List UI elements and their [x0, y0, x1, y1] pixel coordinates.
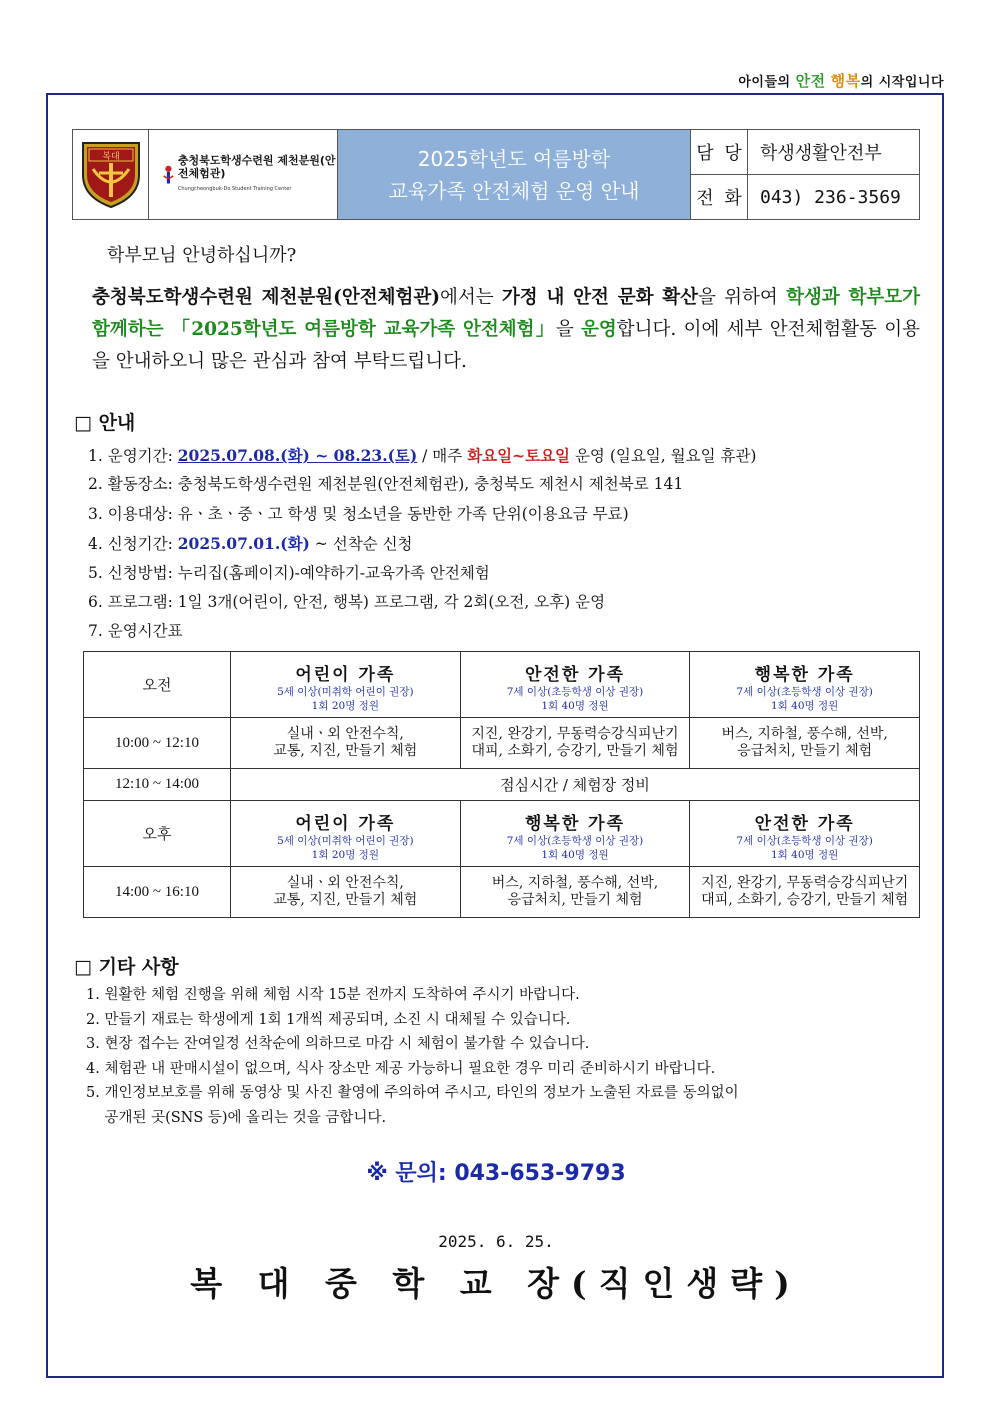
table-row — [84, 652, 920, 718]
org-logo — [149, 154, 337, 196]
activity-line: 지진, 완강기, 무동력승강식피난기 — [701, 875, 909, 891]
program-capacity: 1회 40명 정원 — [541, 849, 609, 861]
document-title — [338, 130, 691, 220]
program-cell — [460, 801, 690, 867]
program-age: 7세 이상(초등학생 이상 권장) — [506, 835, 644, 847]
guide-text: / 매주 — [417, 447, 468, 465]
school-emblem-text: 복대 — [101, 151, 120, 162]
activity-cell — [231, 718, 461, 769]
school-emblem-icon — [79, 137, 143, 209]
greeting: 학부모님 안녕하십니까? — [107, 245, 297, 266]
intro-text: 을 — [555, 319, 582, 340]
table-row — [84, 769, 920, 801]
program-age: 7세 이상(초등학생 이상 권장) — [736, 686, 873, 698]
activity-cell — [231, 867, 461, 918]
program-name: 안전한 가족 — [524, 665, 625, 685]
intro-paragraph — [92, 282, 920, 378]
list-item: 2. 만들기 재료는 학생에게 1회 1개씩 제공되며, 소진 시 대체될 수 있습니다. — [86, 1011, 571, 1028]
program-capacity: 1회 40명 정원 — [771, 700, 839, 712]
activity-cell — [460, 718, 690, 769]
slogan-text: 아이들의 — [738, 75, 796, 90]
application-date: 2025.07.01.(화) — [177, 534, 310, 554]
section-etc-heading: □ 기타 사항 — [74, 956, 179, 978]
time-slot: 10:00 ~ 12:10 — [84, 718, 231, 769]
guide-label: 4. 신청기간: — [88, 535, 178, 554]
program-name: 어린이 가족 — [295, 665, 396, 685]
activity-line: 실내ㆍ외 안전수칙, — [286, 726, 404, 742]
am-label: 오전 — [84, 652, 231, 718]
intro-purpose: 가정 내 안전 문화 확산 — [501, 287, 699, 308]
table-row — [84, 867, 920, 918]
time-slot: 12:10 ~ 14:00 — [84, 769, 231, 801]
list-item: 7. 운영시간표 — [88, 622, 183, 641]
time-slot: 14:00 ~ 16:10 — [84, 867, 231, 918]
activity-line: 응급처치, 만들기 체험 — [507, 892, 643, 908]
list-item: 공개된 곳(SNS 등)에 올리는 것을 금합니다. — [86, 1109, 387, 1126]
list-item — [88, 529, 756, 558]
activity-cell — [690, 867, 920, 918]
intro-program: 학생과 학부모가 함께하는 「2025학년도 여름방학 교육가족 안전체험」 — [92, 287, 920, 340]
slogan-tail: 의 시작입니다 — [860, 75, 944, 90]
guide-label: 1. 운영기간: — [88, 447, 178, 465]
list-item: 2. 활동장소: 충청북도학생수련원 제천분원(안전체험관), 충청북도 제천시 제천북로 141 — [88, 475, 684, 494]
dept-value: 학생생활안전부 — [748, 130, 920, 175]
intro-org: 충청북도학생수련원 제천분원(안전체험관) — [92, 287, 441, 308]
etc-list — [86, 983, 739, 1131]
dept-label: 담 당 — [691, 130, 748, 175]
activity-line: 버스, 지하철, 풍수해, 선박, — [721, 726, 888, 742]
pm-label: 오후 — [84, 801, 231, 867]
program-capacity: 1회 40명 정원 — [541, 700, 609, 712]
activity-line: 교통, 지진, 만들기 체험 — [273, 743, 418, 759]
program-cell — [460, 652, 690, 718]
slogan-safety: 안전 — [795, 72, 826, 90]
slogan — [738, 70, 944, 91]
header-table — [72, 129, 920, 220]
program-cell — [690, 652, 920, 718]
school-logo-cell — [73, 130, 149, 220]
org-mark-icon — [163, 162, 174, 188]
activity-cell — [690, 718, 920, 769]
list-item: 3. 이용대상: 유ㆍ초ㆍ중ㆍ고 학생 및 청소년을 동반한 가족 단위(이용요금 무료) — [88, 504, 629, 523]
principal-signature: 복 대 중 학 교 장(직인생략) — [190, 1264, 802, 1303]
program-capacity: 1회 40명 정원 — [771, 849, 839, 861]
section-guide-heading: □ 안내 — [74, 412, 136, 434]
table-row — [84, 801, 920, 867]
program-name: 어린이 가족 — [295, 814, 396, 834]
guide-text: ~ 선착순 신청 — [309, 535, 413, 554]
list-item: 5. 개인정보보호를 위해 동영상 및 사진 촬영에 주의하여 주시고, 타인의 정보가 노출된 자료를 동의없이 — [86, 1085, 739, 1102]
document-date: 2025. 6. 25. — [438, 1232, 554, 1251]
program-name: 행복한 가족 — [524, 814, 625, 834]
title-line-1: 2025학년도 여름방학 — [417, 146, 611, 171]
schedule-table — [83, 651, 920, 918]
activity-line: 대피, 소화기, 승강기, 만들기 체험 — [701, 892, 909, 908]
operating-period: 2025.07.08.(화) ~ 08.23.(토) — [177, 446, 418, 465]
program-age: 5세 이상(미취학 어린이 권장) — [277, 835, 414, 847]
activity-line: 응급처치, 만들기 체험 — [737, 743, 873, 759]
program-name: 안전한 가족 — [754, 814, 855, 834]
program-age: 7세 이상(초등학생 이상 권장) — [506, 686, 644, 698]
title-line-2: 교육가족 안전체험 운영 안내 — [388, 178, 640, 203]
guide-text: 운영 (일요일, 월요일 휴관) — [570, 447, 757, 465]
activity-line: 실내ㆍ외 안전수칙, — [286, 875, 404, 891]
operating-days: 화요일~토요일 — [467, 446, 571, 465]
list-item: 3. 현장 접수는 잔여일정 선착순에 의하므로 마감 시 체험이 불가할 수 있습니다. — [86, 1036, 590, 1053]
activity-line: 대피, 소화기, 승강기, 만들기 체험 — [471, 743, 679, 759]
list-item: 6. 프로그램: 1일 3개(어린이, 안전, 행복) 프로그램, 각 2회(오전, 오후) 운영 — [88, 592, 606, 611]
program-cell — [690, 801, 920, 867]
intro-text: 합니다. 이에 세부 안전체험활동 이용을 안내하오니 많은 관심과 참여 부탁드립니다. — [92, 319, 920, 372]
activity-line: 버스, 지하철, 풍수해, 선박, — [491, 875, 659, 891]
program-cell — [231, 652, 461, 718]
program-capacity: 1회 20명 정원 — [311, 849, 379, 861]
lunch-break: 점심시간 / 체험장 정비 — [231, 769, 920, 801]
program-capacity: 1회 20명 정원 — [311, 700, 379, 712]
list-item: 4. 체험관 내 판매시설이 없으며, 식사 장소만 제공 가능하니 필요한 경우 미리 준비하시기 바랍니다. — [86, 1060, 716, 1077]
phone-label: 전 화 — [691, 175, 748, 220]
phone-value: 043) 236-3569 — [748, 175, 920, 220]
program-name: 행복한 가족 — [754, 665, 855, 685]
activity-cell — [460, 867, 690, 918]
activity-line: 교통, 지진, 만들기 체험 — [273, 892, 418, 908]
program-age: 7세 이상(초등학생 이상 권장) — [736, 835, 873, 847]
list-item — [88, 441, 756, 470]
intro-operate: 운영 — [581, 319, 617, 340]
list-item: 1. 원활한 체험 진행을 위해 체험 시작 15분 전까지 도착하여 주시기 바랍니다. — [86, 987, 580, 1003]
activity-line: 지진, 완강기, 무동력승강식피난기 — [471, 726, 679, 742]
table-row — [84, 718, 920, 769]
org-logo-cell — [149, 130, 338, 220]
org-name: 충청북도학생수련원 제천분원(안전체험관) — [177, 153, 336, 180]
org-english-name: Chungcheongbuk-Do Student Training Center — [177, 185, 292, 192]
intro-text: 을 위하여 — [698, 287, 787, 308]
list-item: 5. 신청방법: 누리집(홈페이지)-예약하기-교육가족 안전체험 — [88, 563, 490, 582]
program-cell — [231, 801, 461, 867]
inquiry-phone: ※ 문의: 043-653-9793 — [366, 1161, 626, 1186]
slogan-happiness: 행복 — [830, 72, 861, 90]
guide-list — [88, 441, 756, 647]
program-age: 5세 이상(미취학 어린이 권장) — [277, 686, 414, 698]
intro-text: 에서는 — [440, 287, 502, 308]
